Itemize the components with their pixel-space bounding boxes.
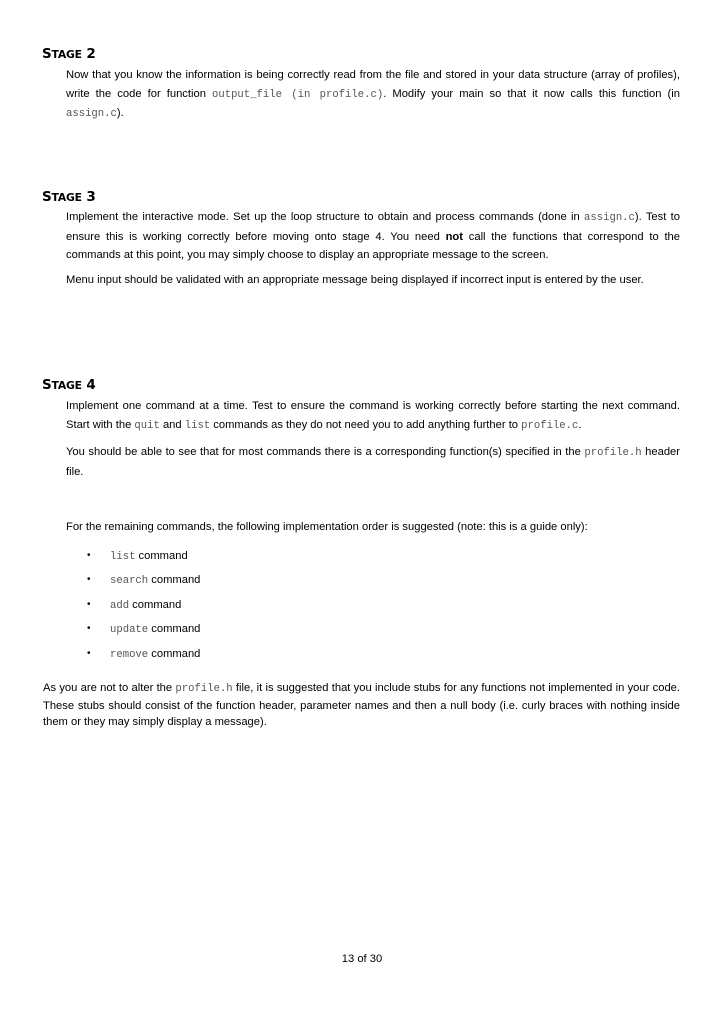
stage-2-paragraph: Now that you know the information is being correctly read from the file and stored in your data structure (array of profiles), write the code for function output_file (in profile.c). Modify your main so that it now calls this function (in assign.c). bbox=[66, 69, 680, 121]
page-number: 13 of 30 bbox=[341, 953, 383, 965]
command-order-list bbox=[87, 544, 510, 666]
stage-4-paragraph-3: For the remaining commands, the following implementation order is suggested (note: this is a guide only): bbox=[66, 521, 588, 533]
code-profile-c: profile.c bbox=[521, 419, 579, 432]
code-profile-h: profile.h bbox=[175, 683, 233, 695]
code-assign-c: assign.c bbox=[66, 108, 117, 121]
code-list: list bbox=[184, 419, 211, 432]
bullet-icon: • bbox=[87, 574, 91, 586]
bullet-icon: • bbox=[87, 598, 91, 610]
bullet-icon: • bbox=[87, 550, 91, 561]
stage-3-paragraph-1: Implement the interactive mode. Set up the loop structure to obtain and process commands (done in assign.c). Test to ensure this is working correctly before moving onto stage 4. You need not call the functions that correspond to the commands at this point, you may simply choose to display an appropriate message to the screen. bbox=[66, 211, 680, 262]
list-item: • list command bbox=[110, 544, 510, 568]
list-item: • update command bbox=[110, 617, 510, 641]
emphasis-not: not bbox=[445, 230, 463, 243]
code-assign-c: assign.c bbox=[584, 212, 635, 224]
stage-4-paragraph-2: You should be able to see that for most commands there is a corresponding function(s) specified in the profile.h header file. bbox=[66, 446, 680, 478]
stage-3-paragraph-2: Menu input should be validated with an appropriate message being displayed if incorrect input is entered by the user. bbox=[66, 274, 644, 286]
code-profile-h: profile.h bbox=[584, 447, 642, 459]
bullet-icon: • bbox=[87, 623, 91, 635]
closing-paragraph: As you are not to alter the profile.h file, it is suggested that you include stubs for any functions not implemented in your code. These stubs should consist of the function header, parameter names and then a null body (i.e. curly braces with nothing inside them or they may simply display a message). bbox=[43, 682, 681, 729]
stage-4-heading: STAGE 4 bbox=[42, 377, 96, 393]
stage-3-heading: STAGE 3 bbox=[42, 189, 96, 205]
list-item: • add command bbox=[110, 593, 510, 617]
stage-4-paragraph-1: Implement one command at a time. Test to ensure the command is working correctly before starting the next command. Start with the quit and list commands as they do not need you to add anything further to profile.c. bbox=[66, 400, 680, 432]
bullet-icon: • bbox=[87, 647, 91, 659]
list-item: • remove command bbox=[110, 642, 510, 666]
code-output-file: output_file (in profile.c) bbox=[212, 88, 384, 101]
stage-2-heading: STAGE 2 bbox=[42, 46, 96, 62]
code-quit: quit bbox=[134, 419, 160, 432]
list-item: • search command bbox=[110, 568, 510, 592]
